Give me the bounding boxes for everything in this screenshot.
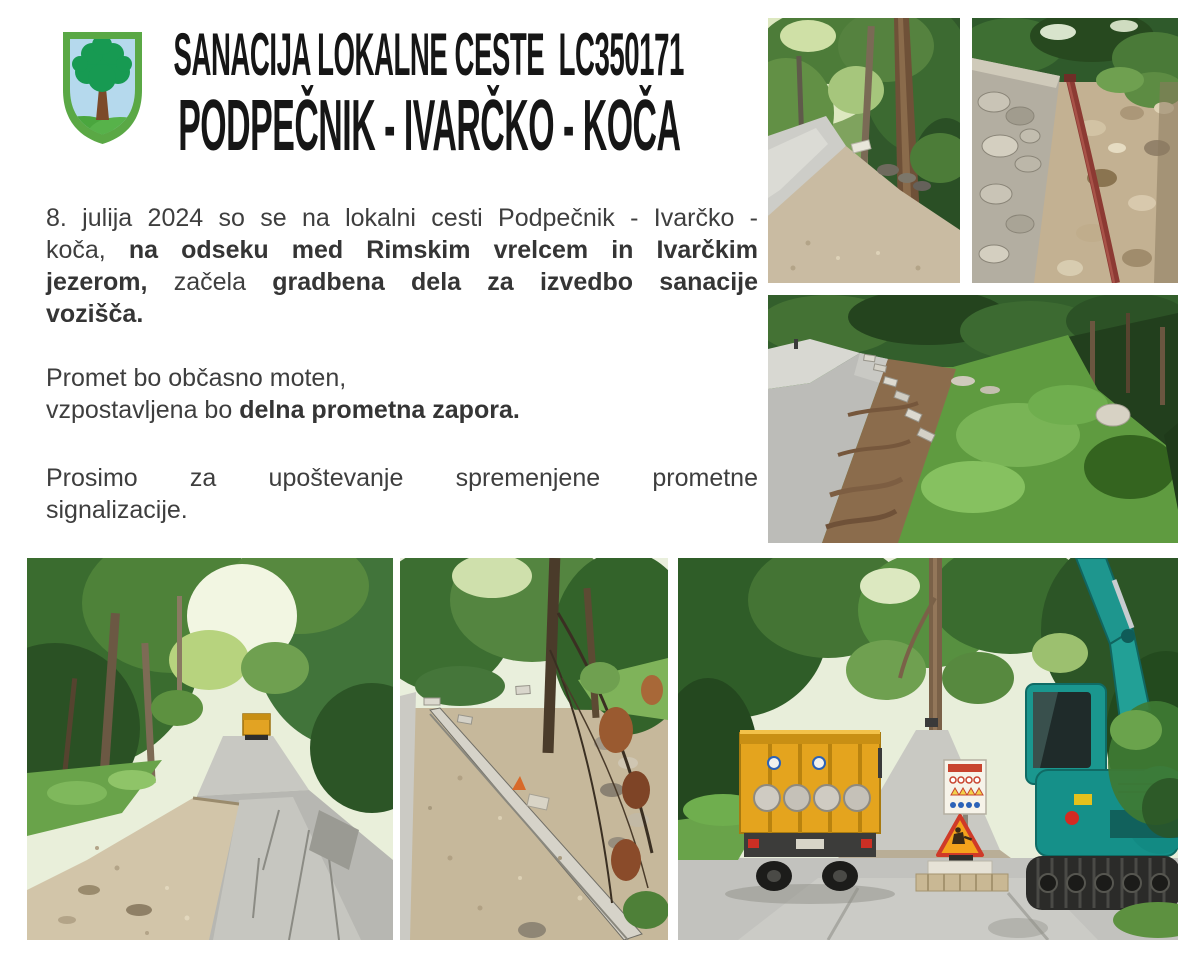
request-line-1: Prosimo za upoštevanje spremenjene prometne bbox=[46, 464, 758, 492]
title-block bbox=[148, 21, 710, 167]
intro-line-4: vozišča. bbox=[46, 300, 144, 328]
photo-top-left bbox=[768, 18, 960, 283]
intro-line-1: 8. julija 2024 so se na lokalni cesti Podpečnik - Ivarčko - bbox=[46, 204, 758, 232]
photo-middle-wide bbox=[768, 295, 1178, 543]
photo-top-right bbox=[972, 18, 1178, 283]
title-line-1: SANACIJA LOKALNE CESTE LC350171 bbox=[173, 21, 685, 88]
paragraph-intro bbox=[46, 202, 758, 330]
intro-line-2: koča, na odseku med Rimskim vrelcem in Ivarčkim bbox=[46, 236, 758, 264]
traffic-line-2: vzpostavljena bo delna prometna zapora. bbox=[46, 396, 520, 424]
paragraph-request bbox=[46, 462, 758, 526]
request-line-2: signalizacije. bbox=[46, 496, 188, 524]
municipality-coat-of-arms bbox=[56, 28, 149, 148]
title-line-2: PODPEČNIK - IVARČKO - KOČA bbox=[177, 86, 681, 167]
paragraph-traffic bbox=[46, 362, 758, 426]
intro-line-3: jezerom, začela gradbena dela za izvedbo sanacije bbox=[46, 268, 758, 296]
photo-bottom-right bbox=[678, 558, 1178, 940]
photo-bottom-middle bbox=[400, 558, 668, 940]
shield-tree-icon bbox=[56, 28, 149, 148]
photo-bottom-left bbox=[27, 558, 393, 940]
traffic-line-1: Promet bo občasno moten, bbox=[46, 364, 347, 392]
